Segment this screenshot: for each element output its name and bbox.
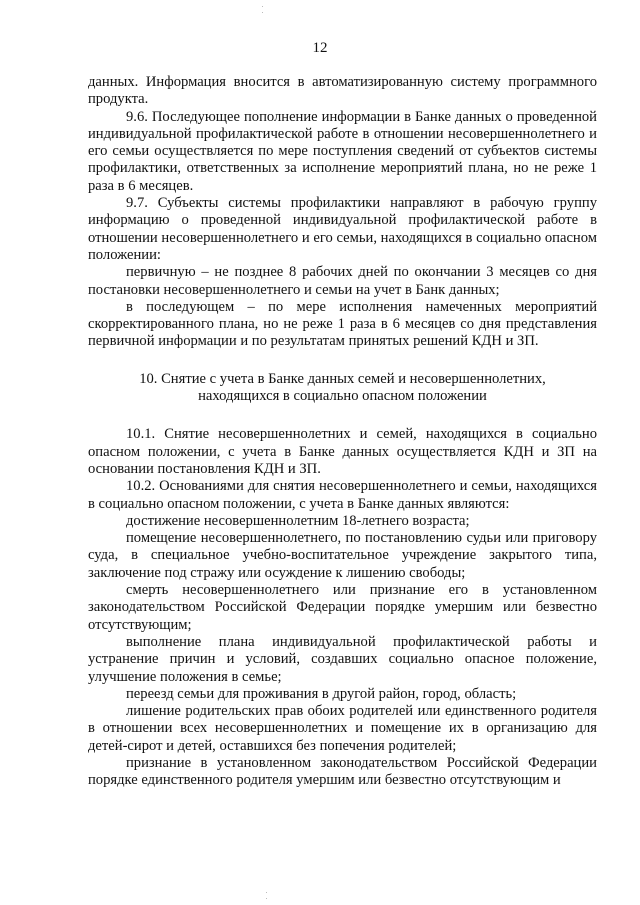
paragraph: 10.1. Снятие несовершеннолетних и семей, находящихся в социально опасном положении, с учета в Банке данных осуществляется КДН и ЗП на основании постановления КДН и ЗП. xyxy=(88,426,597,477)
paragraph: переезд семьи для проживания в другой район, город, область; xyxy=(126,685,517,702)
section-heading-line-1: 10. Снятие с учета в Банке данных семей и несовершеннолетних, xyxy=(139,370,546,387)
paragraph: смерть несовершеннолетнего или признание его в установленном законодательством Российской Федерации порядке умершим или безвестно отсутствующим; xyxy=(88,582,597,633)
paragraph: достижение несовершеннолетним 18-летнего возраста; xyxy=(126,512,470,529)
paragraph: признание в установленном законодательством Российской Федерации порядке единственного родителя умершим или безвестно отсутствующим и xyxy=(88,754,597,789)
paragraph: выполнение плана индивидуальной профилактической работы и устранение причин и условий, создавших социально опасное положение, улучшение положения в семье; xyxy=(88,633,597,685)
page-number: 12 xyxy=(312,40,328,56)
paragraphs-before-section xyxy=(88,74,597,351)
paragraph: помещение несовершеннолетнего, по постановлению судьи или приговору суда, в специальное учебно-воспитательное учреждение закрытого типа, заключение под стражу или осуждение к лишению свободы; xyxy=(88,530,597,581)
paragraph: 10.2. Основаниями для снятия несовершеннолетнего и семьи, находящихся в социально опасном положении, с учета в Банке данных являются: xyxy=(88,478,597,512)
paragraph: первичную – не позднее 8 рабочих дней по окончании 3 месяцев со дня постановки несовершеннолетнего и семьи на учет в Банк данных; xyxy=(88,264,597,298)
document-body xyxy=(88,74,597,790)
section-heading xyxy=(88,371,597,406)
scan-speck xyxy=(266,892,267,893)
scan-speck xyxy=(262,12,263,13)
section-heading-line-2: находящихся в социально опасном положении xyxy=(198,388,487,405)
paragraph: лишение родительских прав обоих родителей или единственного родителя в отношении всех несовершеннолетних и помещение их в организацию для детей-сирот и детей, оставшихся без попечения родителей; xyxy=(88,703,597,754)
paragraph: 9.6. Последующее пополнение информации в Банке данных о проведенной индивидуальной профилактической работе в отношении несовершеннолетнего и его семьи осуществляется по мере поступления сведений от субъектов системы профилактики, ответственных за исполнение мероприятий плана, но не реже 1 раза в 6 месяцев. xyxy=(88,108,597,194)
scan-speck xyxy=(262,6,263,7)
paragraph: в последующем – по мере исполнения намеченных мероприятий скорректированного плана, но не реже 1 раза в 6 месяцев со дня представления первичной информации и по результатам принятых решений КДН и ЗП. xyxy=(88,298,597,350)
paragraph: 9.7. Субъекты системы профилактики направляют в рабочую группу информацию о проведенной индивидуальной профилактической работе в отношении несовершеннолетнего и его семьи, находящихся в социально опасном положении: xyxy=(88,195,597,263)
scan-speck xyxy=(266,898,267,899)
paragraph: данных. Информация вносится в автоматизированную систему программного продукта. xyxy=(88,74,597,108)
paragraphs-after-section xyxy=(88,426,597,789)
